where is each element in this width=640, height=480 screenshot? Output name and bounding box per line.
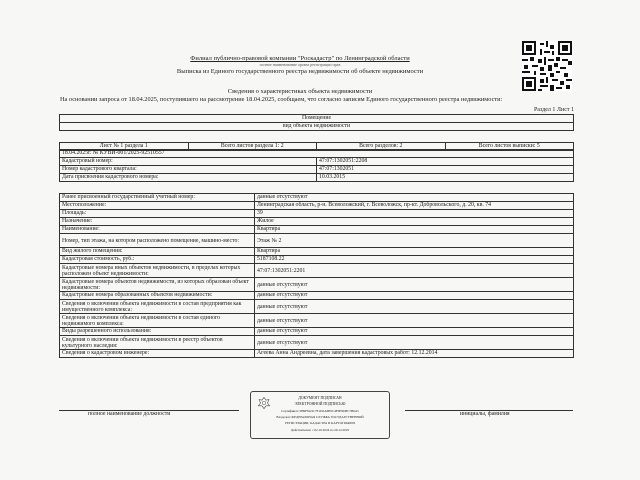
- id-table: [59, 149, 574, 182]
- table-row-value: 47:07:1302051:2201: [255, 264, 574, 278]
- table-row-value: Агеева Анна Андреевна, дата завершения кадастровых работ: 12.12.2014: [255, 350, 574, 358]
- table-row: [60, 226, 574, 234]
- stamp-line: ЭЛЕКТРОННОЙ ПОДПИСЬЮ: [294, 402, 346, 406]
- table-row: [60, 300, 574, 314]
- table-row-label: Дата присвоения кадастрового номера:: [60, 174, 317, 182]
- table-row-label: Местоположение:: [60, 202, 255, 210]
- extract-title: Выписка из Единого государственного реестра недвижимости об объекте недвижимости: [176, 68, 424, 75]
- sheet-number: Раздел 1 Лист 1: [533, 107, 574, 113]
- table-row: [60, 264, 574, 278]
- table-row: [60, 256, 574, 264]
- table-row-value: Квартира: [255, 248, 574, 256]
- table-row-value: данные отсутствуют: [255, 300, 574, 314]
- table-row-label: Сведения о включении объекта недвижимости в реестр объектов культурного наследия:: [60, 336, 255, 350]
- table-row: [60, 292, 574, 300]
- table-row-value: Жилое: [255, 218, 574, 226]
- stamp-line: Действителен: с 02.10.2024 по 26.12.2025: [290, 428, 350, 432]
- table-row-value: Ленинградская область, р-н. Всеволожский, г. Всеволожск, пр-кт. Добровольского, д. 20, кв. 74: [255, 202, 574, 210]
- table-row-label: Кадастровые номера образованных объектов недвижимости:: [60, 292, 255, 300]
- details-table: [59, 193, 574, 358]
- table-row-value: 47:07:1302051: [317, 166, 574, 174]
- table-row-value: данные отсутствуют: [255, 278, 574, 292]
- table-row-label: Площадь:: [60, 210, 255, 218]
- table-row-value: 39: [255, 210, 574, 218]
- table-row: [60, 336, 574, 350]
- table-row-label: Кадастровые номера объектов недвижимости, из которых образован объект недвижимости:: [60, 278, 255, 292]
- object-type-caption: вид объекта недвижимости: [60, 123, 574, 131]
- table-row-label: Номер, тип этажа, на котором расположено помещение, машино-место:: [60, 234, 255, 248]
- sheet-info-cell: Лист № 1 раздела 1: [60, 143, 189, 151]
- table-row-label: Сведения о включении объекта недвижимости в состав предприятия как имущественного комплекса:: [60, 300, 255, 314]
- position-caption: полное наименование должности: [88, 411, 171, 417]
- table-row-value: данные отсутствуют: [255, 336, 574, 350]
- table-row-label: Назначение:: [60, 218, 255, 226]
- table-row-value: данные отсутствуют: [255, 328, 574, 336]
- table-row-label: Кадастровый номер:: [60, 158, 317, 166]
- section-title: Сведения о характеристиках объекта недвижимости: [227, 88, 373, 95]
- table-row-label: Виды разрешенного использования:: [60, 328, 255, 336]
- extract-date-number: 18.04.2025г. № КУВИ-001/2025-92510557: [60, 150, 574, 158]
- stamp-line: Владелец: ФЕДЕРАЛЬНАЯ СЛУЖБА ГОСУДАРСТВЕННОЙ: [276, 415, 364, 419]
- stamp-line: ДОКУМЕНТ ПОДПИСАН: [298, 396, 342, 400]
- object-type-table: [59, 114, 574, 131]
- sheet-info-cell: Всего разделов: 2: [317, 143, 446, 151]
- table-row-label: Наименование:: [60, 226, 255, 234]
- table-row-label: Сведения о кадастровом инженере:: [60, 350, 255, 358]
- table-row-label: Вид жилого помещения:: [60, 248, 255, 256]
- request-text: На основании запроса от 18.04.2025, поступившего на рассмотрение 18.04.2025, сообщаем, что согласно записям Единого государственного реестра недвижимости:: [60, 96, 503, 103]
- table-row-value: данные отсутствуют: [255, 314, 574, 328]
- table-row: [60, 194, 574, 202]
- table-row: [60, 202, 574, 210]
- table-row: [60, 210, 574, 218]
- table-row-value: данные отсутствуют: [255, 292, 574, 300]
- table-row-label: Ранее присвоенный государственный учетный номер:: [60, 194, 255, 202]
- table-row-label: Кадастровая стоимость, руб.:: [60, 256, 255, 264]
- initials-caption: инициалы, фамилия: [460, 411, 510, 417]
- table-row: [60, 314, 574, 328]
- table-row: [60, 248, 574, 256]
- table-row-label: Сведения о включении объекта недвижимости в состав единого недвижимого комплекса:: [60, 314, 255, 328]
- table-row-value: Квартира: [255, 226, 574, 234]
- table-row: [60, 234, 574, 248]
- table-row-value: 47:07:1302051:2208: [317, 158, 574, 166]
- qr-code: [522, 41, 572, 91]
- stamp-line: Сертификат: 0B9F8A3C7E1D2A6B5C4F0E9D8C7B6A5: [281, 409, 359, 413]
- sheet-info-cell: Всего листов выписки: 5: [445, 143, 574, 151]
- table-row-value: Этаж № 2: [255, 234, 574, 248]
- table-row-label: Кадастровые номера иных объектов недвижимости, в пределах которых расположен объект недвижимости:: [60, 264, 255, 278]
- table-row-value: 5187108.22: [255, 256, 574, 264]
- sheet-info-cell: Всего листов раздела 1: 2: [188, 143, 317, 151]
- table-row-label: Номер кадастрового квартала:: [60, 166, 317, 174]
- table-row: [60, 278, 574, 292]
- table-row-value: 10.03.2015: [317, 174, 574, 182]
- table-row: [60, 328, 574, 336]
- org-name: Филиал публично-правовой компании "Роскадастр" по Ленинградской области: [190, 55, 410, 62]
- object-type: Помещение: [60, 115, 574, 123]
- stamp-line: РЕГИСТРАЦИИ, КАДАСТРА И КАРТОГРАФИИ: [285, 421, 355, 425]
- table-row: [60, 350, 574, 358]
- table-row: [60, 218, 574, 226]
- table-row-value: данные отсутствуют: [255, 194, 574, 202]
- electronic-signature-stamp: [250, 391, 390, 439]
- org-caption: полное наименование органа регистрации прав: [259, 62, 341, 67]
